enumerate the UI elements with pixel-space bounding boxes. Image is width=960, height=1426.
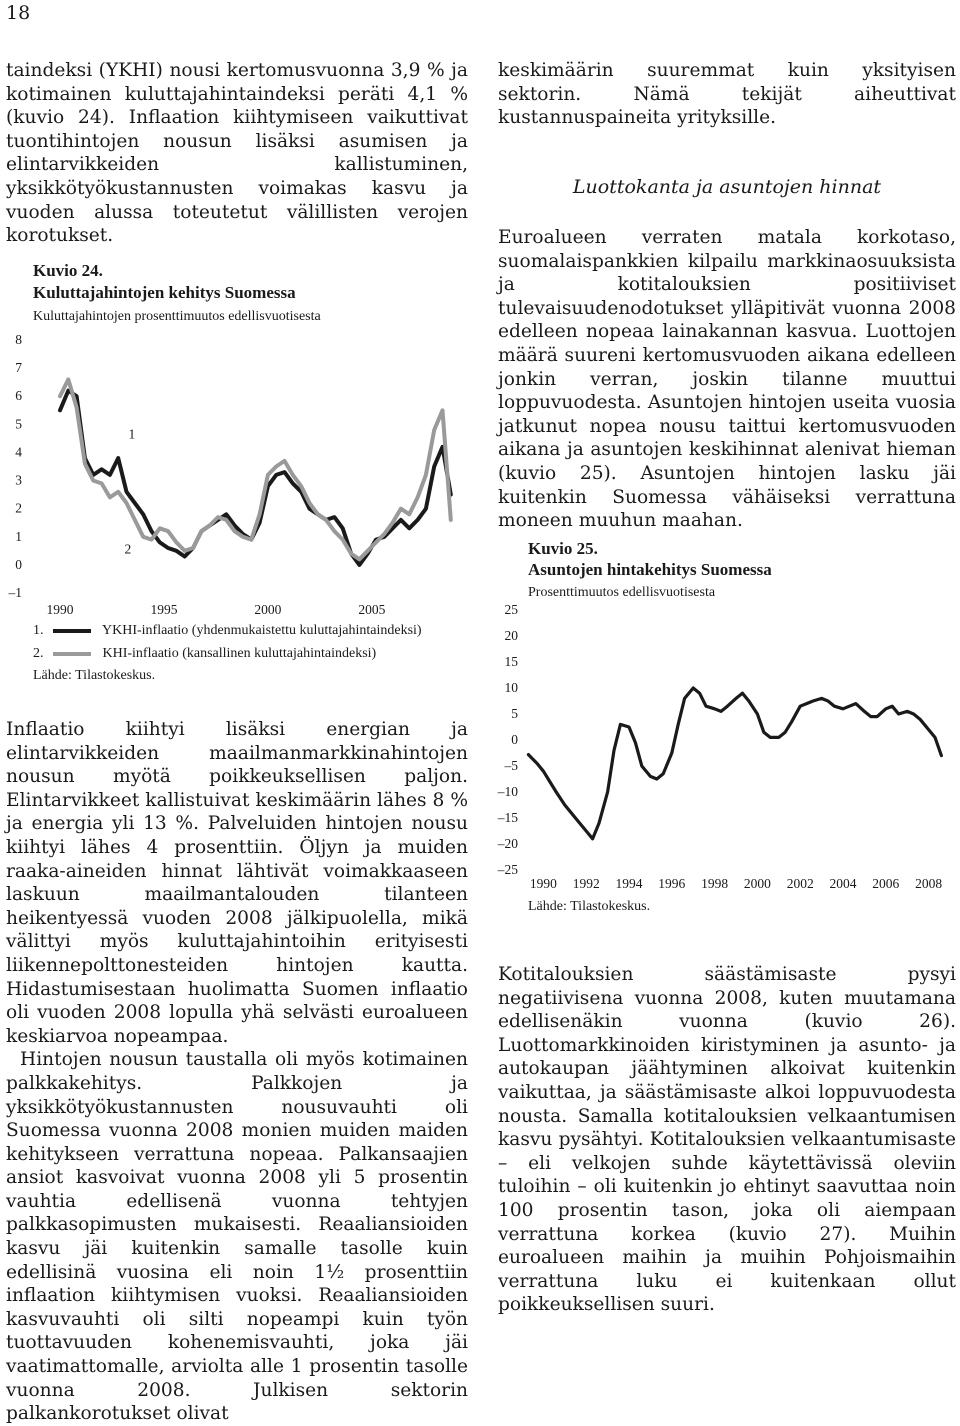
y-tick-label: –5: [504, 758, 518, 773]
legend-swatch-black: [53, 629, 91, 633]
y-tick-label: 25: [504, 602, 518, 617]
x-tick-label: 2002: [786, 876, 814, 891]
x-tick-label: 2008: [915, 876, 943, 891]
figure-24-source: Lähde: Tilastokeskus.: [33, 668, 156, 683]
legend-swatch-gray: [53, 652, 91, 656]
right-column-middle: [498, 226, 956, 533]
y-tick-label: –25: [497, 862, 518, 877]
paragraph: Euroalueen verraten matala korkotaso, suomalaispankkien kilpailu markkinaosuuksista ja kotitalouksien positiiviset tulevaisuudenodotukset ylläpitivät vuonna 2008 edelleen nopeaa lainakannan kasvua. Luottojen määrä suureni kertomusvuoden aikana edelleen jonkin verran, joskin tilanne muuttui loppuvuodesta. Asuntojen hintojen useita vuosia jatkunut nopea nousu taittui kertomusvuoden aikana ja asuntojen keskihinnat alenivat hieman (kuvio 25). Asuntojen hintojen lasku jäi kuitenkin Suomessa vähäiseksi verrattuna moneen muuhun maahan.: [498, 227, 956, 532]
legend-label: KHI-inflaatio (kansallinen kuluttajahintaindeksi): [102, 646, 377, 661]
figure-24-legend-1: [33, 623, 422, 639]
figure-25: [490, 530, 960, 920]
y-tick-label: –10: [497, 784, 518, 799]
x-tick-label: 1994: [615, 876, 643, 891]
series-tag-1: 1: [128, 426, 136, 442]
right-column-top: [498, 59, 956, 130]
figure-24-subtitle: Kuluttajahintojen prosenttimuutos edellisvuotisesta: [33, 309, 321, 324]
legend-label: YKHI-inflaatio (yhdenmukaistettu kuluttajahintaindeksi): [101, 623, 422, 638]
left-column-top: [6, 59, 468, 248]
figure-25-label: Kuvio 25.: [528, 539, 598, 558]
series-tag-2: 2: [124, 541, 132, 557]
legend-number: 2.: [33, 646, 44, 661]
series-line-1: [528, 688, 941, 839]
figure-24-title: Kuluttajahintojen kehitys Suomessa: [33, 283, 296, 302]
y-tick-label: –20: [497, 836, 518, 851]
section-subheading: Luottokanta ja asuntojen hinnat: [572, 176, 882, 198]
legend-number: 1.: [33, 623, 44, 638]
paragraph: Hintojen nousun taustalla oli myös kotimainen palkkakehitys. Palkkojen ja yksikkötyökustannusten nousuvauhti oli Suomessa vuonna 2008 monien muiden maiden kehitykseen verrattuna nopeaa. Palkansaajien ansiot kasvoivat vuonna 2008 yli 5 prosentin vauhtia edellisenä vuonna tehtyjen palkkasopimusten mukaisesti. Reaaliansioiden kasvu jäi kuitenkin samalle tasolle kuin edellisinä vuosina eli noin 1½ prosenttiin inflaation kiihtymisen vuoksi. Reaaliansioiden kasvuvauhti oli silti nopeampi kuin työn tuottavuuden kohenemisvauhti, joka jäi vaatimattomalle, arviolta alle 1 prosentin tasolle vuonna 2008. Julkisen sektorin palkankorotukset olivat: [6, 1049, 468, 1425]
x-tick-label: 1998: [701, 876, 729, 891]
y-tick-label: 3: [15, 472, 22, 488]
y-tick-label: 2: [15, 500, 22, 516]
page-number: 18: [6, 2, 31, 24]
figure-24-legend-2: [33, 646, 376, 662]
y-tick-label: 8: [15, 332, 22, 347]
y-tick-label: 1: [15, 528, 22, 544]
series-line-1: [60, 391, 451, 565]
y-tick-label: 5: [511, 706, 518, 721]
paragraph: taindeksi (YKHI) nousi kertomusvuonna 3,9 % ja kotimainen kuluttajahintaindeksi peräti 4,1 % (kuvio 24). Inflaation kiihtymiseen vaikuttivat tuontihintojen nousun lisäksi asumisen ja elintarvikkeiden kallistuminen, yksikkötyökustannusten voimakas kasvu ja vuoden alussa toteutetut välillisten verojen korotukset.: [6, 60, 468, 247]
y-tick-label: 15: [504, 654, 518, 669]
figure-25-subtitle: Prosenttimuutos edellisvuotisesta: [528, 585, 716, 600]
figure-24-label: Kuvio 24.: [33, 261, 103, 280]
figure-25-source: Lähde: Tilastokeskus.: [528, 899, 651, 914]
x-tick-label: 1996: [658, 876, 686, 891]
x-tick-label: 2004: [829, 876, 857, 891]
right-column-bottom: [498, 963, 956, 1317]
x-tick-label: 2006: [872, 876, 900, 891]
figure-25-title: Asuntojen hintakehitys Suomessa: [528, 560, 772, 579]
x-tick-label: 2005: [358, 602, 386, 617]
y-tick-label: 5: [15, 416, 22, 432]
x-tick-label: 2000: [743, 876, 771, 891]
series-line-2: [60, 379, 451, 559]
y-tick-label: 7: [15, 360, 22, 376]
left-column-bottom: [6, 718, 468, 1426]
paragraph: Inflaatio kiihtyi lisäksi energian ja elintarvikkeiden maailmanmarkkinahintojen nousun myötä poikkeuksellisen paljon. Elintarvikkeet kallistuivat keskimäärin lähes 8 % ja energia yli 13 %. Palveluiden hintojen nousu kiihtyi lähes 4 prosenttiin. Öljyn ja muiden raaka-aineiden hinnat lähtivät voimakkaaseen laskuun maailmantalouden tilanteen heikentyessä vuoden 2008 jälkipuolella, mikä välittyi myös kuluttajahintoihin erityisesti liikennepolttonesteiden hintojen kautta. Hidastumisestaan huolimatta Suomen inflaatio oli vuoden 2008 lopulla yhä selvästi euroalueen keskiarvoa nopeampaa.: [6, 719, 468, 1047]
paragraph: keskimäärin suuremmat kuin yksityisen sektorin. Nämä tekijät aiheuttivat kustannuspaineita yrityksille.: [498, 60, 956, 129]
y-tick-label: 4: [15, 444, 22, 460]
y-tick-label: –1: [8, 585, 22, 600]
x-tick-label: 2000: [254, 602, 282, 617]
y-tick-label: 10: [504, 680, 518, 695]
figure-24: [0, 250, 470, 690]
y-tick-label: 6: [15, 388, 22, 404]
y-tick-label: 20: [504, 628, 518, 643]
y-tick-label: 0: [511, 732, 518, 747]
y-tick-label: –15: [497, 810, 518, 825]
x-tick-label: 1990: [529, 876, 557, 891]
x-tick-label: 1990: [46, 602, 74, 617]
figure-25-chart: [490, 530, 960, 900]
paragraph: Kotitalouksien säästämisaste pysyi negatiivisena vuonna 2008, kuten muutamana edellisenäkin vuonna (kuvio 26). Luottomarkkinoiden kiristyminen ja asunto- ja autokaupan jäähtyminen alkoivat kuitenkin vaikuttaa, ja säästämisaste alkoi loppuvuodesta nousta. Samalla kotitalouksien velkaantumisen kasvu pysähtyi. Kotitalouksien velkaantumisaste – eli velkojen suhde käytettävissä oleviin tuloihin – oli kuitenkin jo ehtinyt saavuttaa noin 100 prosentin tason, joka oli aiempaan verrattuna korkea (kuvio 27). Muihin euroalueen maihin ja muihin Pohjoismaihin verrattuna luku ei kuitenkaan ollut poikkeuksellisen suuri.: [498, 964, 956, 1316]
x-tick-label: 1995: [150, 602, 178, 617]
x-tick-label: 1992: [572, 876, 600, 891]
y-tick-label: 0: [15, 556, 22, 572]
